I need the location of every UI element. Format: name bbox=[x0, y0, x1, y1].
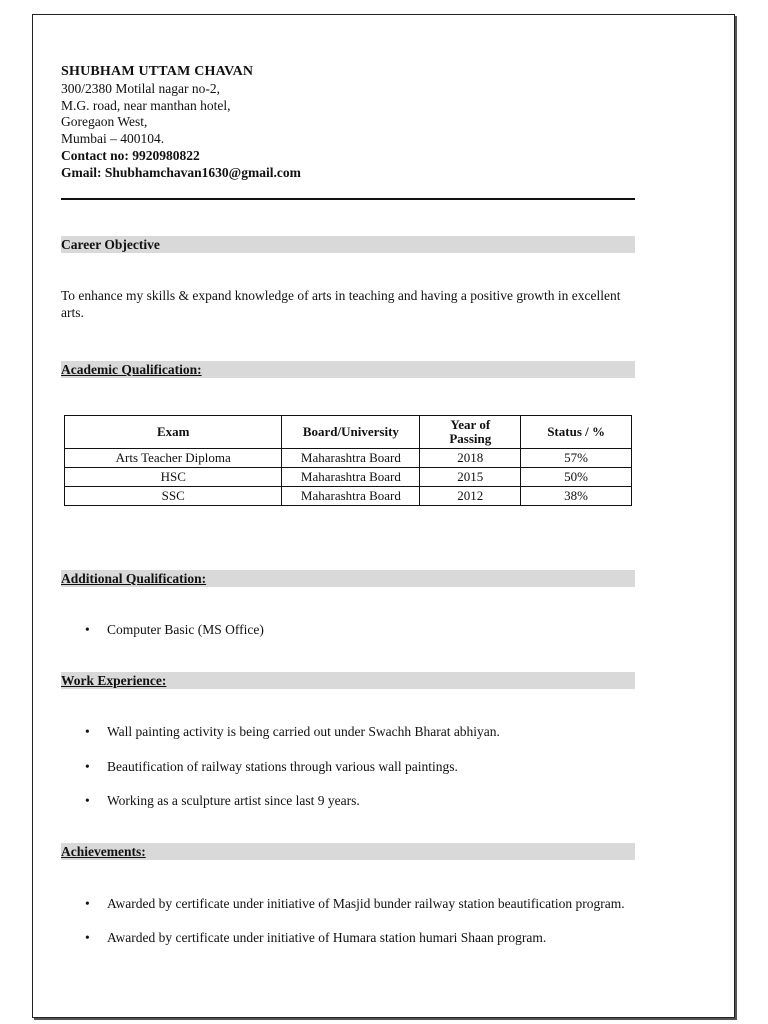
career-objective-title: Career Objective bbox=[61, 237, 160, 252]
work-list bbox=[61, 723, 635, 809]
career-objective-text: To enhance my skills & expand knowledge of arts in teaching and having a positive growth in excellent arts. bbox=[61, 288, 621, 320]
table-cell: 2015 bbox=[420, 468, 521, 487]
academic-heading bbox=[61, 361, 635, 378]
bullet-icon: • bbox=[85, 896, 90, 911]
address-line: 300/2380 Motilal nagar no-2, bbox=[61, 80, 220, 96]
career-objective-heading bbox=[61, 236, 635, 253]
list-item: • Beautification of railway stations through various wall paintings. bbox=[85, 759, 458, 774]
table-cell: 50% bbox=[521, 468, 632, 487]
column-header-year: Year of Passing bbox=[420, 416, 521, 449]
table-cell: 57% bbox=[521, 449, 632, 468]
bullet-icon: • bbox=[85, 759, 90, 774]
header-divider bbox=[61, 198, 635, 200]
address-line: Goregaon West, bbox=[61, 114, 148, 130]
work-heading bbox=[61, 672, 635, 689]
list-item: • Computer Basic (MS Office) bbox=[85, 622, 264, 637]
table-cell: 38% bbox=[521, 487, 632, 506]
additional-list bbox=[61, 621, 635, 638]
bullet-icon: • bbox=[85, 724, 90, 739]
address-line: Mumbai – 400104. bbox=[61, 131, 165, 147]
list-item: • Working as a sculpture artist since last 9 years. bbox=[85, 793, 360, 808]
table-cell: Arts Teacher Diploma bbox=[65, 449, 282, 468]
achievements-heading bbox=[61, 843, 635, 860]
table-row bbox=[65, 487, 632, 506]
bullet-icon: • bbox=[85, 622, 90, 637]
table-cell: HSC bbox=[65, 468, 282, 487]
work-title: Work Experience: bbox=[61, 673, 167, 688]
academic-title: Academic Qualification: bbox=[61, 362, 202, 377]
achievements-list bbox=[61, 895, 635, 946]
list-item: • Wall painting activity is being carried out under Swachh Bharat abhiyan. bbox=[85, 724, 500, 739]
achievements-title: Achievements: bbox=[61, 844, 146, 859]
list-item: • Awarded by certificate under initiative of Humara station humari Shaan program. bbox=[85, 930, 547, 945]
gmail-address: Gmail: Shubhamchavan1630@gmail.com bbox=[61, 164, 301, 180]
column-header-exam: Exam bbox=[65, 416, 282, 449]
address-line: M.G. road, near manthan hotel, bbox=[61, 97, 231, 113]
academic-table bbox=[64, 415, 632, 506]
table-cell: 2018 bbox=[420, 449, 521, 468]
table-row bbox=[65, 449, 632, 468]
table-cell: Maharashtra Board bbox=[282, 487, 420, 506]
table-cell: Maharashtra Board bbox=[282, 468, 420, 487]
table-header-row bbox=[65, 416, 632, 449]
bullet-icon: • bbox=[85, 793, 90, 808]
table-row bbox=[65, 468, 632, 487]
column-header-status: Status / % bbox=[521, 416, 632, 449]
list-item: • Awarded by certificate under initiative of Masjid bunder railway station beautification program. bbox=[85, 896, 625, 911]
table-cell: 2012 bbox=[420, 487, 521, 506]
table-cell: SSC bbox=[65, 487, 282, 506]
contact-header bbox=[61, 64, 635, 182]
table-cell: Maharashtra Board bbox=[282, 449, 420, 468]
additional-heading bbox=[61, 570, 635, 587]
bullet-icon: • bbox=[85, 930, 90, 945]
column-header-board: Board/University bbox=[282, 416, 420, 449]
additional-title: Additional Qualification: bbox=[61, 571, 207, 586]
contact-number: Contact no: 9920980822 bbox=[61, 147, 200, 163]
candidate-name: SHUBHAM UTTAM CHAVAN bbox=[61, 64, 254, 79]
